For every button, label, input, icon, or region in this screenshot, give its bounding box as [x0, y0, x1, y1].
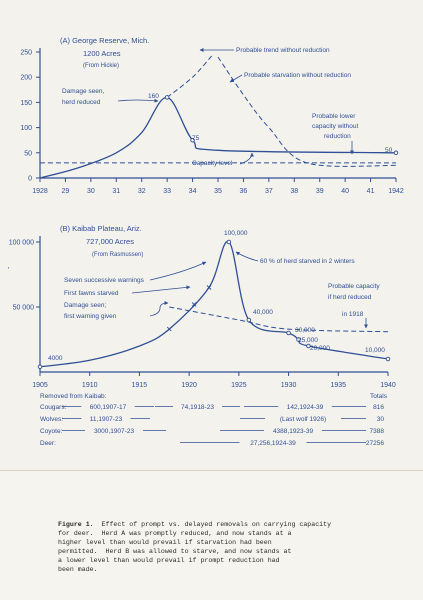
chart-b-annot-fawns: First fawns starved — [64, 290, 119, 297]
chart-b-point-label-30000: 30,000 — [295, 327, 315, 334]
chart-a-annot-starvation: Probable starvation without reduction — [244, 72, 351, 79]
chart-b-x-tick-label: 1905 — [32, 382, 48, 389]
chart-a-x-tick-label: 39 — [315, 188, 324, 195]
chart-b-subtitle-2: (From Rasmussen) — [92, 252, 144, 258]
removal-row-total: 816 — [373, 404, 384, 411]
chart-a-point — [165, 96, 169, 100]
removal-row-segment: 4388,1923-39 — [272, 428, 314, 435]
chart-b-title: (B) Kaibab Plateau, Ariz. — [60, 224, 142, 233]
chart-a-x-tick-label: 36 — [239, 188, 248, 195]
chart-b — [9, 224, 396, 389]
chart-b-annot-damage-1: Damage seen; — [64, 302, 107, 309]
removal-row-segment: 27,256,1924-39 — [250, 440, 296, 447]
removal-row-segment: 3000,1907-23 — [93, 428, 135, 435]
chart-a-subtitle-1: 1200 Acres — [83, 49, 121, 58]
chart-b-point — [287, 331, 291, 335]
chart-b-point-label-20000: 20,000 — [310, 345, 330, 352]
chart-b-x-tick-label: 1910 — [81, 382, 98, 389]
chart-a-point — [394, 151, 398, 155]
caption-lead: Figure 1. — [58, 521, 94, 528]
chart-b-annot-damage-arrow — [150, 303, 168, 316]
removal-row-segment: 600,1907-17 — [89, 404, 127, 411]
figure-caption — [58, 520, 388, 574]
removal-row-segment: 74,1918-23 — [181, 404, 214, 411]
chart-a-y-ticks — [20, 50, 40, 183]
chart-a-y-tick-label: 250 — [20, 49, 32, 57]
chart-a-x-tick-label: 31 — [112, 188, 121, 195]
removals-header: Removed from Kaibab: — [40, 393, 107, 400]
chart-b-annot-warnings: Seven successive warnings — [64, 277, 144, 284]
chart-a-title: (A) George Reserve, Mich. — [60, 36, 150, 45]
removal-row-label: Wolves: — [40, 416, 63, 423]
chart-b-subtitle-1: 727,000 Acres — [86, 237, 134, 246]
chart-a-x-tick-label: 38 — [290, 188, 299, 195]
removal-row-total: 27256 — [365, 440, 384, 447]
chart-b-x-tick-label: 1925 — [231, 382, 247, 389]
removal-row-segment: (Last wolf 1926) — [279, 416, 327, 423]
chart-a-x-tick-label: 34 — [188, 188, 197, 195]
chart-a-x-tick-label: 33 — [163, 188, 172, 195]
removals-rows — [40, 402, 384, 447]
removal-row-total: 7388 — [369, 428, 384, 435]
chart-b-annot-starved-arrow — [236, 252, 258, 261]
chart-a-x-tick-label: 30 — [86, 188, 95, 195]
stray-mark: ' — [8, 267, 10, 274]
chart-a-x-tick-label: 40 — [341, 188, 350, 195]
chart-b-point — [247, 318, 251, 322]
removal-row-label: Cougars: — [40, 404, 67, 411]
removals-totals-header: Totals — [370, 393, 387, 400]
chart-b-x-tick-label: 1940 — [380, 382, 396, 389]
chart-a-annot-capacity: Capacity level — [192, 160, 233, 167]
removal-row-segment: 142,1924-39 — [286, 404, 324, 411]
chart-a-point-label-75: 75 — [192, 135, 200, 142]
chart-b-point-label-10000: 10,000 — [365, 347, 385, 354]
chart-b-annot-damage-2: first warning given — [64, 313, 117, 320]
removal-row-segment: 11,1907-23 — [89, 416, 123, 423]
chart-a-y-tick-label: 100 — [20, 125, 32, 133]
chart-a-x-tick-label: 37 — [264, 188, 273, 195]
chart-a-x-tick-label: 41 — [366, 188, 375, 195]
chart-b-warning-mark — [207, 286, 211, 290]
chart-b-y-ticks — [9, 240, 40, 312]
chart-b-point — [38, 365, 42, 369]
chart-b-y-tick-label: 50 000 — [12, 304, 34, 312]
chart-b-point-label-4000: 4000 — [48, 355, 63, 362]
chart-b-x-tick-label: 1935 — [330, 382, 347, 389]
chart-b-annot-capacity-1: Probable capacity — [328, 283, 380, 290]
chart-a-x-tick-label: 1942 — [388, 188, 404, 195]
removal-row-label: Deer: — [40, 440, 56, 447]
chart-b-x-tick-label: 1915 — [131, 382, 148, 389]
chart-b-x-tick-label: 1920 — [181, 382, 197, 389]
chart-a-subtitle-2: (From Hickie) — [83, 63, 119, 69]
chart-a-y-tick-label: 0 — [28, 175, 32, 183]
chart-b-point-label-25000: 25,000 — [298, 337, 318, 344]
chart-a — [20, 36, 404, 195]
chart-b-annot-fawns-arrow — [132, 287, 190, 293]
chart-a-annot-lower-3: reduction — [324, 133, 351, 140]
removals-table — [40, 393, 388, 447]
chart-a-point-label-160: 160 — [148, 93, 159, 100]
chart-a-annot-damage-1: Damage seen, — [62, 88, 105, 95]
chart-a-annot-lower-2: capacity without — [312, 123, 359, 130]
chart-a-annot-trend: Probable trend without reduction — [236, 47, 330, 54]
chart-b-point — [227, 240, 231, 244]
chart-a-annot-damage-2: herd reduced — [62, 99, 101, 106]
chart-b-y-tick-label: 100 000 — [8, 239, 34, 247]
chart-a-y-tick-label: 150 — [20, 99, 32, 107]
chart-a-annot-damage-arrow — [118, 100, 158, 101]
chart-a-annot-capacity-arrow — [240, 153, 252, 164]
chart-a-series-line-1 — [167, 55, 213, 98]
chart-b-warning-mark — [167, 327, 171, 331]
chart-b-point-label-40000: 40,000 — [253, 309, 273, 316]
chart-b-annot-warnings-arrow — [150, 262, 206, 280]
chart-b-point — [386, 357, 390, 361]
chart-b-x-ticks — [32, 372, 396, 389]
chart-b-annot-capacity-2: if herd reduced — [328, 294, 372, 301]
chart-b-annot-capacity-3: in 1918 — [342, 311, 364, 318]
chart-a-y-tick-label: 200 — [20, 74, 32, 82]
removal-row-total: 30 — [376, 416, 384, 423]
caption-body: Effect of prompt vs. delayed removals on carrying capacity for deer. Herd A was promptly reduced, and now stands at a higher level than would prevail if starvation had been permitted. Herd B was allowed to starve, and now stands at a lower level than would prevail if prompt reduction had been made. — [58, 521, 332, 573]
chart-a-x-ticks — [32, 178, 404, 195]
chart-a-x-tick-label: 32 — [137, 188, 146, 195]
chart-a-x-tick-label: 29 — [61, 188, 70, 195]
chart-a-point-label-50: 50 — [385, 147, 393, 154]
chart-a-x-tick-label: 35 — [214, 188, 222, 195]
removal-row-label: Coyote: — [40, 428, 63, 435]
chart-b-x-tick-label: 1930 — [280, 382, 297, 389]
chart-a-x-tick-label: 1928 — [32, 188, 48, 195]
chart-a-annot-lower-1: Probable lower — [312, 113, 356, 120]
chart-b-point-label-100000: 100,000 — [224, 230, 248, 237]
chart-a-y-tick-label: 50 — [24, 150, 32, 158]
chart-b-annot-starved: 60 % of herd starved in 2 winters — [260, 258, 355, 265]
